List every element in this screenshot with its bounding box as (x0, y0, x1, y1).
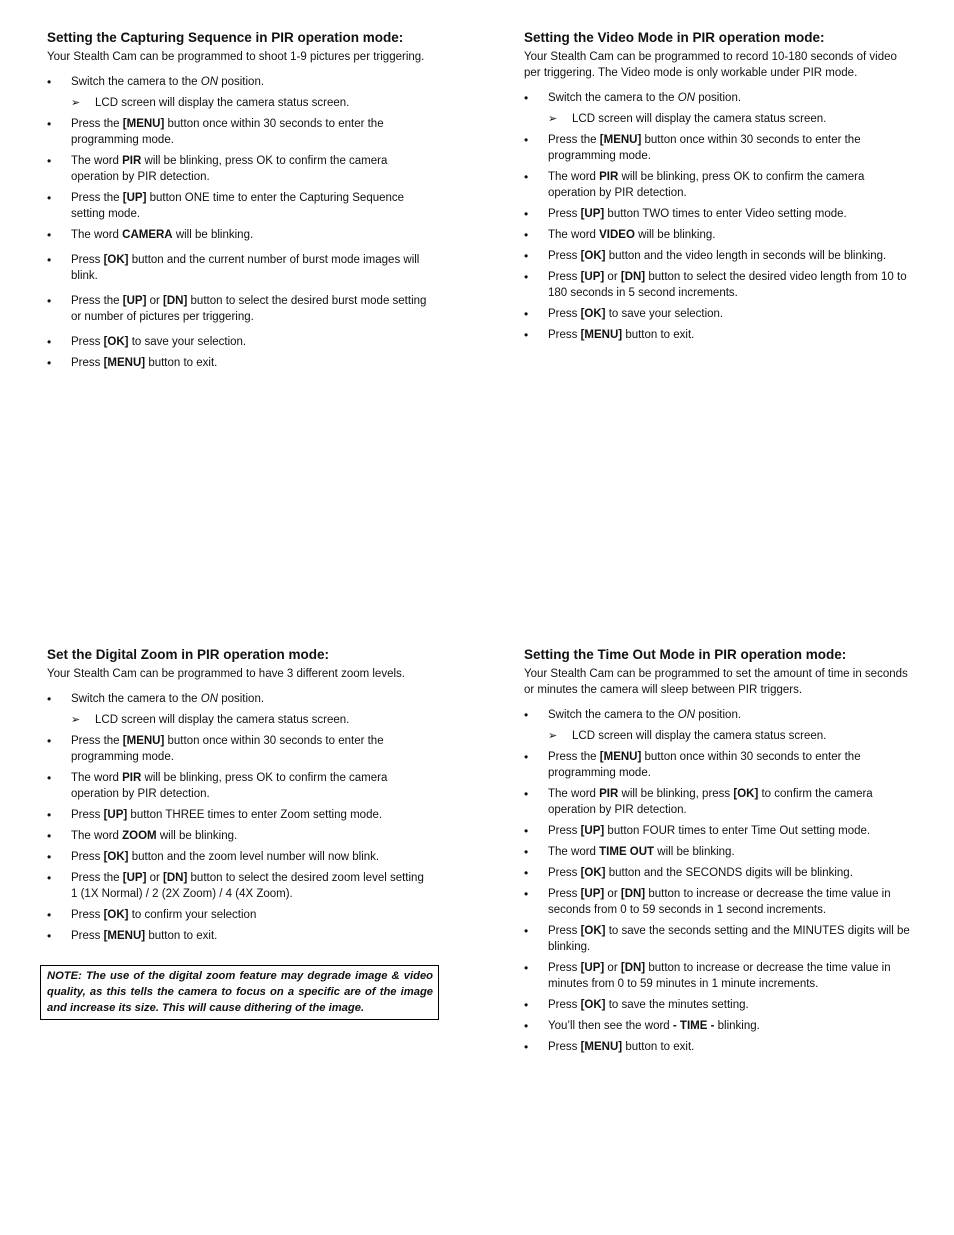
item-keyword: [DN] (620, 271, 646, 283)
item-keyword: [UP] (103, 809, 128, 821)
section-intro: Your Stealth Cam can be programmed to shoot 1-9 pictures per triggering. (47, 51, 425, 63)
item-text: The word (71, 772, 123, 784)
item-text: button to select the desired video length from 10 to 180 seconds in 5 second increments. (548, 271, 907, 299)
item-text: Press the (71, 192, 123, 204)
bullet-icon: • (47, 154, 52, 168)
item-text: button to select the desired burst mode setting or number of pictures per triggering. (71, 295, 427, 323)
item-text: Press (548, 867, 581, 879)
list-item (47, 153, 432, 185)
item-text: button to exit. (622, 329, 695, 341)
item-text: button and the current number of burst mode images will blink. (71, 254, 420, 282)
zoom-section (47, 646, 432, 949)
bullet-icon: • (524, 207, 529, 221)
item-text: Press (71, 254, 104, 266)
item-text: or (604, 962, 621, 974)
item-keyword: [MENU] (122, 118, 165, 130)
list-item (47, 691, 432, 707)
list-item (524, 707, 914, 723)
item-keyword: [DN] (163, 872, 188, 884)
item-text: The word (548, 788, 600, 800)
bullet-icon: • (47, 771, 52, 785)
item-text: The word (71, 229, 123, 241)
item-text: position. (695, 92, 742, 104)
item-keyword: [UP] (122, 872, 147, 884)
list-item (524, 227, 914, 243)
item-keyword: [OK] (580, 250, 606, 262)
bullet-icon: • (47, 850, 52, 864)
item-emphasis: ON (200, 693, 219, 705)
sub-list-item (524, 111, 914, 127)
item-text: will be blinking, press (618, 788, 734, 800)
item-text: button TWO times to enter Video setting mode. (604, 208, 847, 220)
item-text: Press (548, 962, 581, 974)
list-item (524, 169, 914, 201)
list-item (47, 355, 432, 371)
item-text: Press the (71, 295, 123, 307)
item-text: button to increase or decrease the time value in seconds from 0 to 59 seconds in 1 second increments. (548, 888, 891, 916)
item-text: Press (548, 250, 581, 262)
item-text: LCD screen will display the camera status screen. (95, 714, 350, 726)
list-item (524, 132, 914, 164)
item-text: position. (218, 76, 265, 88)
list-item (47, 334, 432, 350)
list-item (524, 749, 914, 781)
item-keyword: [UP] (580, 962, 605, 974)
item-text: to confirm your selection (128, 909, 257, 921)
bullet-icon: • (524, 924, 529, 938)
list-item (524, 90, 914, 106)
item-keyword: [OK] (103, 336, 129, 348)
zoom-note-box: NOTE: The use of the digital zoom feature may degrade image & video quality, as this tells the camera to focus on a specific are of the image and increase its size. This will cause dithering of the image. (40, 965, 439, 1020)
list-item (524, 865, 914, 881)
item-text: button to exit. (145, 357, 218, 369)
item-text: Press (71, 357, 104, 369)
bullet-icon: • (524, 170, 529, 184)
bullet-icon: • (47, 908, 52, 922)
item-keyword: TIME OUT (599, 846, 655, 858)
bullet-icon: • (47, 808, 52, 822)
item-keyword: [UP] (122, 295, 147, 307)
item-text: Switch the camera to the (548, 709, 678, 721)
item-text: will be blinking, press OK to confirm the camera operation by PIR detection. (548, 171, 865, 199)
list-item (524, 786, 914, 818)
list-item (524, 269, 914, 301)
item-text: Press (548, 825, 581, 837)
list-item (47, 870, 432, 902)
item-text: or (604, 888, 621, 900)
list-item (47, 849, 432, 865)
item-keyword: - TIME - (672, 1020, 715, 1032)
capture-section (47, 29, 432, 376)
item-text: button once within 30 seconds to enter the programming mode. (71, 118, 384, 146)
item-text: Press the (548, 751, 600, 763)
item-keyword: [OK] (733, 788, 759, 800)
video-section (524, 29, 914, 348)
item-text: position. (218, 693, 265, 705)
item-text: position. (695, 709, 742, 721)
item-text: button to exit. (622, 1041, 695, 1053)
bullet-icon: • (47, 75, 52, 89)
bullet-icon: • (47, 228, 52, 242)
item-text: button to select the desired zoom level setting 1 (1X Normal) / 2 (2X Zoom) / 4 (4X Zoom). (71, 872, 424, 900)
list-item (47, 252, 432, 284)
item-text: or (146, 872, 164, 884)
item-text: The word (548, 229, 600, 241)
list-item (47, 293, 432, 325)
item-keyword: [OK] (103, 909, 129, 921)
arrow-bullet-icon: ➢ (548, 113, 558, 125)
section-intro: Your Stealth Cam can be programmed to have 3 different zoom levels. (47, 668, 405, 680)
item-keyword: [OK] (580, 308, 606, 320)
bullet-icon: • (47, 335, 52, 349)
list-item (524, 1018, 914, 1034)
section-intro: Your Stealth Cam can be programmed to set the amount of time in seconds or minutes the camera will sleep between PIR triggers. (524, 668, 908, 696)
list-item (47, 928, 432, 944)
list-item (47, 116, 432, 148)
bullet-icon: • (47, 829, 52, 843)
bullet-icon: • (47, 191, 52, 205)
bullet-icon: • (47, 734, 52, 748)
bullet-icon: • (47, 692, 52, 706)
item-text: Press (71, 336, 104, 348)
item-keyword: [MENU] (122, 735, 165, 747)
list-item (524, 327, 914, 343)
instruction-list (47, 691, 432, 944)
bullet-icon: • (47, 253, 52, 267)
bullet-icon: • (524, 307, 529, 321)
bullet-icon: • (47, 117, 52, 131)
item-text: Switch the camera to the (71, 693, 201, 705)
item-text: The word (71, 830, 123, 842)
item-keyword: PIR (599, 171, 619, 183)
item-text: will be blinking, press OK to confirm the camera operation by PIR detection. (71, 772, 388, 800)
item-keyword: [MENU] (599, 134, 642, 146)
bullet-icon: • (47, 294, 52, 308)
item-keyword: [OK] (103, 254, 129, 266)
section-title: Set the Digital Zoom in PIR operation mode: (47, 647, 330, 662)
list-item (47, 733, 432, 765)
item-text: LCD screen will display the camera status screen. (95, 97, 350, 109)
item-text: Press (548, 925, 581, 937)
item-text: will be blinking, press OK to confirm the camera operation by PIR detection. (71, 155, 388, 183)
list-item (524, 844, 914, 860)
item-keyword: [MENU] (580, 1041, 623, 1053)
item-text: The word (548, 846, 600, 858)
item-text: Press (548, 208, 581, 220)
item-keyword: PIR (599, 788, 619, 800)
item-text: Press the (71, 735, 123, 747)
bullet-icon: • (47, 356, 52, 370)
bullet-icon: • (47, 929, 52, 943)
item-keyword: [DN] (163, 295, 188, 307)
bullet-icon: • (524, 750, 529, 764)
list-item (47, 907, 432, 923)
item-text: button to increase or decrease the time value in minutes from 0 to 59 minutes in 1 minute increments. (548, 962, 891, 990)
bullet-icon: • (524, 787, 529, 801)
item-keyword: CAMERA (122, 229, 173, 241)
list-item (47, 227, 432, 243)
sub-list-item (524, 728, 914, 744)
item-text: Press (548, 308, 581, 320)
item-text: LCD screen will display the camera status screen. (572, 730, 827, 742)
item-text: button and the SECONDS digits will be blinking. (605, 867, 853, 879)
instruction-list (47, 74, 432, 371)
instruction-list (524, 90, 914, 343)
item-text: will be blinking. (634, 229, 716, 241)
item-keyword: [UP] (580, 888, 605, 900)
item-keyword: [MENU] (103, 357, 146, 369)
list-item (524, 923, 914, 955)
item-text: Switch the camera to the (548, 92, 678, 104)
item-text: or (146, 295, 164, 307)
item-text: Press (71, 930, 104, 942)
bullet-icon: • (524, 91, 529, 105)
item-text: Switch the camera to the (71, 76, 201, 88)
item-text: button once within 30 seconds to enter the programming mode. (548, 751, 861, 779)
bullet-icon: • (524, 133, 529, 147)
item-keyword: PIR (122, 772, 142, 784)
list-item (47, 828, 432, 844)
list-item (524, 886, 914, 918)
item-keyword: [OK] (580, 867, 606, 879)
bullet-icon: • (524, 824, 529, 838)
item-keyword: [MENU] (103, 930, 146, 942)
list-item (47, 190, 432, 222)
item-text: Press the (548, 134, 600, 146)
bullet-icon: • (524, 328, 529, 342)
bullet-icon: • (524, 998, 529, 1012)
item-text: Press the (71, 118, 123, 130)
bullet-icon: • (524, 228, 529, 242)
item-text: You’ll then see the word (548, 1020, 673, 1032)
list-item (524, 960, 914, 992)
instruction-list (524, 707, 914, 1055)
list-item (47, 807, 432, 823)
bullet-icon: • (47, 871, 52, 885)
item-text: to save your selection. (128, 336, 247, 348)
list-item (524, 997, 914, 1013)
item-keyword: [UP] (580, 271, 605, 283)
item-text: will be blinking. (654, 846, 735, 858)
section-title: Setting the Capturing Sequence in PIR operation mode: (47, 30, 404, 45)
item-text: Press (548, 271, 581, 283)
item-keyword: [DN] (620, 888, 646, 900)
sub-list-item (47, 712, 432, 728)
list-item (47, 770, 432, 802)
bullet-icon: • (524, 887, 529, 901)
item-keyword: [MENU] (580, 329, 623, 341)
item-text: The word (548, 171, 600, 183)
bullet-icon: • (524, 866, 529, 880)
arrow-bullet-icon: ➢ (71, 97, 81, 109)
item-text: Press the (71, 872, 123, 884)
item-text: to confirm the camera operation by PIR detection. (548, 788, 873, 816)
item-keyword: [OK] (580, 925, 606, 937)
item-keyword: [DN] (620, 962, 646, 974)
bullet-icon: • (524, 270, 529, 284)
item-text: or (604, 271, 621, 283)
arrow-bullet-icon: ➢ (71, 714, 81, 726)
item-keyword: VIDEO (599, 229, 635, 241)
item-emphasis: ON (677, 709, 696, 721)
item-keyword: ZOOM (122, 830, 157, 842)
item-text: Press (548, 1041, 581, 1053)
item-text: button FOUR times to enter Time Out setting mode. (604, 825, 871, 837)
item-keyword: [UP] (122, 192, 147, 204)
item-text: button once within 30 seconds to enter the programming mode. (71, 735, 384, 763)
item-text: will be blinking. (172, 229, 254, 241)
item-keyword: [MENU] (599, 751, 642, 763)
item-keyword: PIR (122, 155, 142, 167)
item-text: Press (548, 888, 581, 900)
item-emphasis: ON (200, 76, 219, 88)
item-text: Press (548, 999, 581, 1011)
item-text: to save the minutes setting. (605, 999, 749, 1011)
section-title: Setting the Time Out Mode in PIR operation mode: (524, 647, 847, 662)
timeout-section (524, 646, 914, 1060)
section-intro: Your Stealth Cam can be programmed to record 10-180 seconds of video per triggering. The Video mode is only workable under PIR mode. (524, 51, 897, 79)
item-keyword: [OK] (103, 851, 129, 863)
list-item (524, 248, 914, 264)
section-title: Setting the Video Mode in PIR operation mode: (524, 30, 825, 45)
item-text: button ONE time to enter the Capturing Sequence setting mode. (71, 192, 405, 220)
item-text: Press (71, 809, 104, 821)
bullet-icon: • (524, 1040, 529, 1054)
sub-list-item (47, 95, 432, 111)
list-item (524, 1039, 914, 1055)
list-item (524, 306, 914, 322)
item-text: button once within 30 seconds to enter the programming mode. (548, 134, 861, 162)
item-text: button THREE times to enter Zoom setting mode. (127, 809, 383, 821)
list-item (47, 74, 432, 90)
item-text: button and the zoom level number will now blink. (128, 851, 380, 863)
item-keyword: [UP] (580, 825, 605, 837)
bullet-icon: • (524, 249, 529, 263)
bullet-icon: • (524, 845, 529, 859)
list-item (524, 823, 914, 839)
item-text: to save your selection. (605, 308, 724, 320)
item-text: Press (71, 851, 104, 863)
item-text: The word (71, 155, 123, 167)
item-text: LCD screen will display the camera status screen. (572, 113, 827, 125)
item-text: to save the seconds setting and the MINUTES digits will be blinking. (548, 925, 910, 953)
item-text: button to exit. (145, 930, 218, 942)
item-keyword: [UP] (580, 208, 605, 220)
arrow-bullet-icon: ➢ (548, 730, 558, 742)
item-keyword: [OK] (580, 999, 606, 1011)
item-text: blinking. (714, 1020, 760, 1032)
item-text: button and the video length in seconds will be blinking. (605, 250, 887, 262)
item-emphasis: ON (677, 92, 696, 104)
item-text: Press (71, 909, 104, 921)
item-text: Press (548, 329, 581, 341)
bullet-icon: • (524, 961, 529, 975)
list-item (524, 206, 914, 222)
bullet-icon: • (524, 708, 529, 722)
bullet-icon: • (524, 1019, 529, 1033)
item-text: will be blinking. (156, 830, 238, 842)
